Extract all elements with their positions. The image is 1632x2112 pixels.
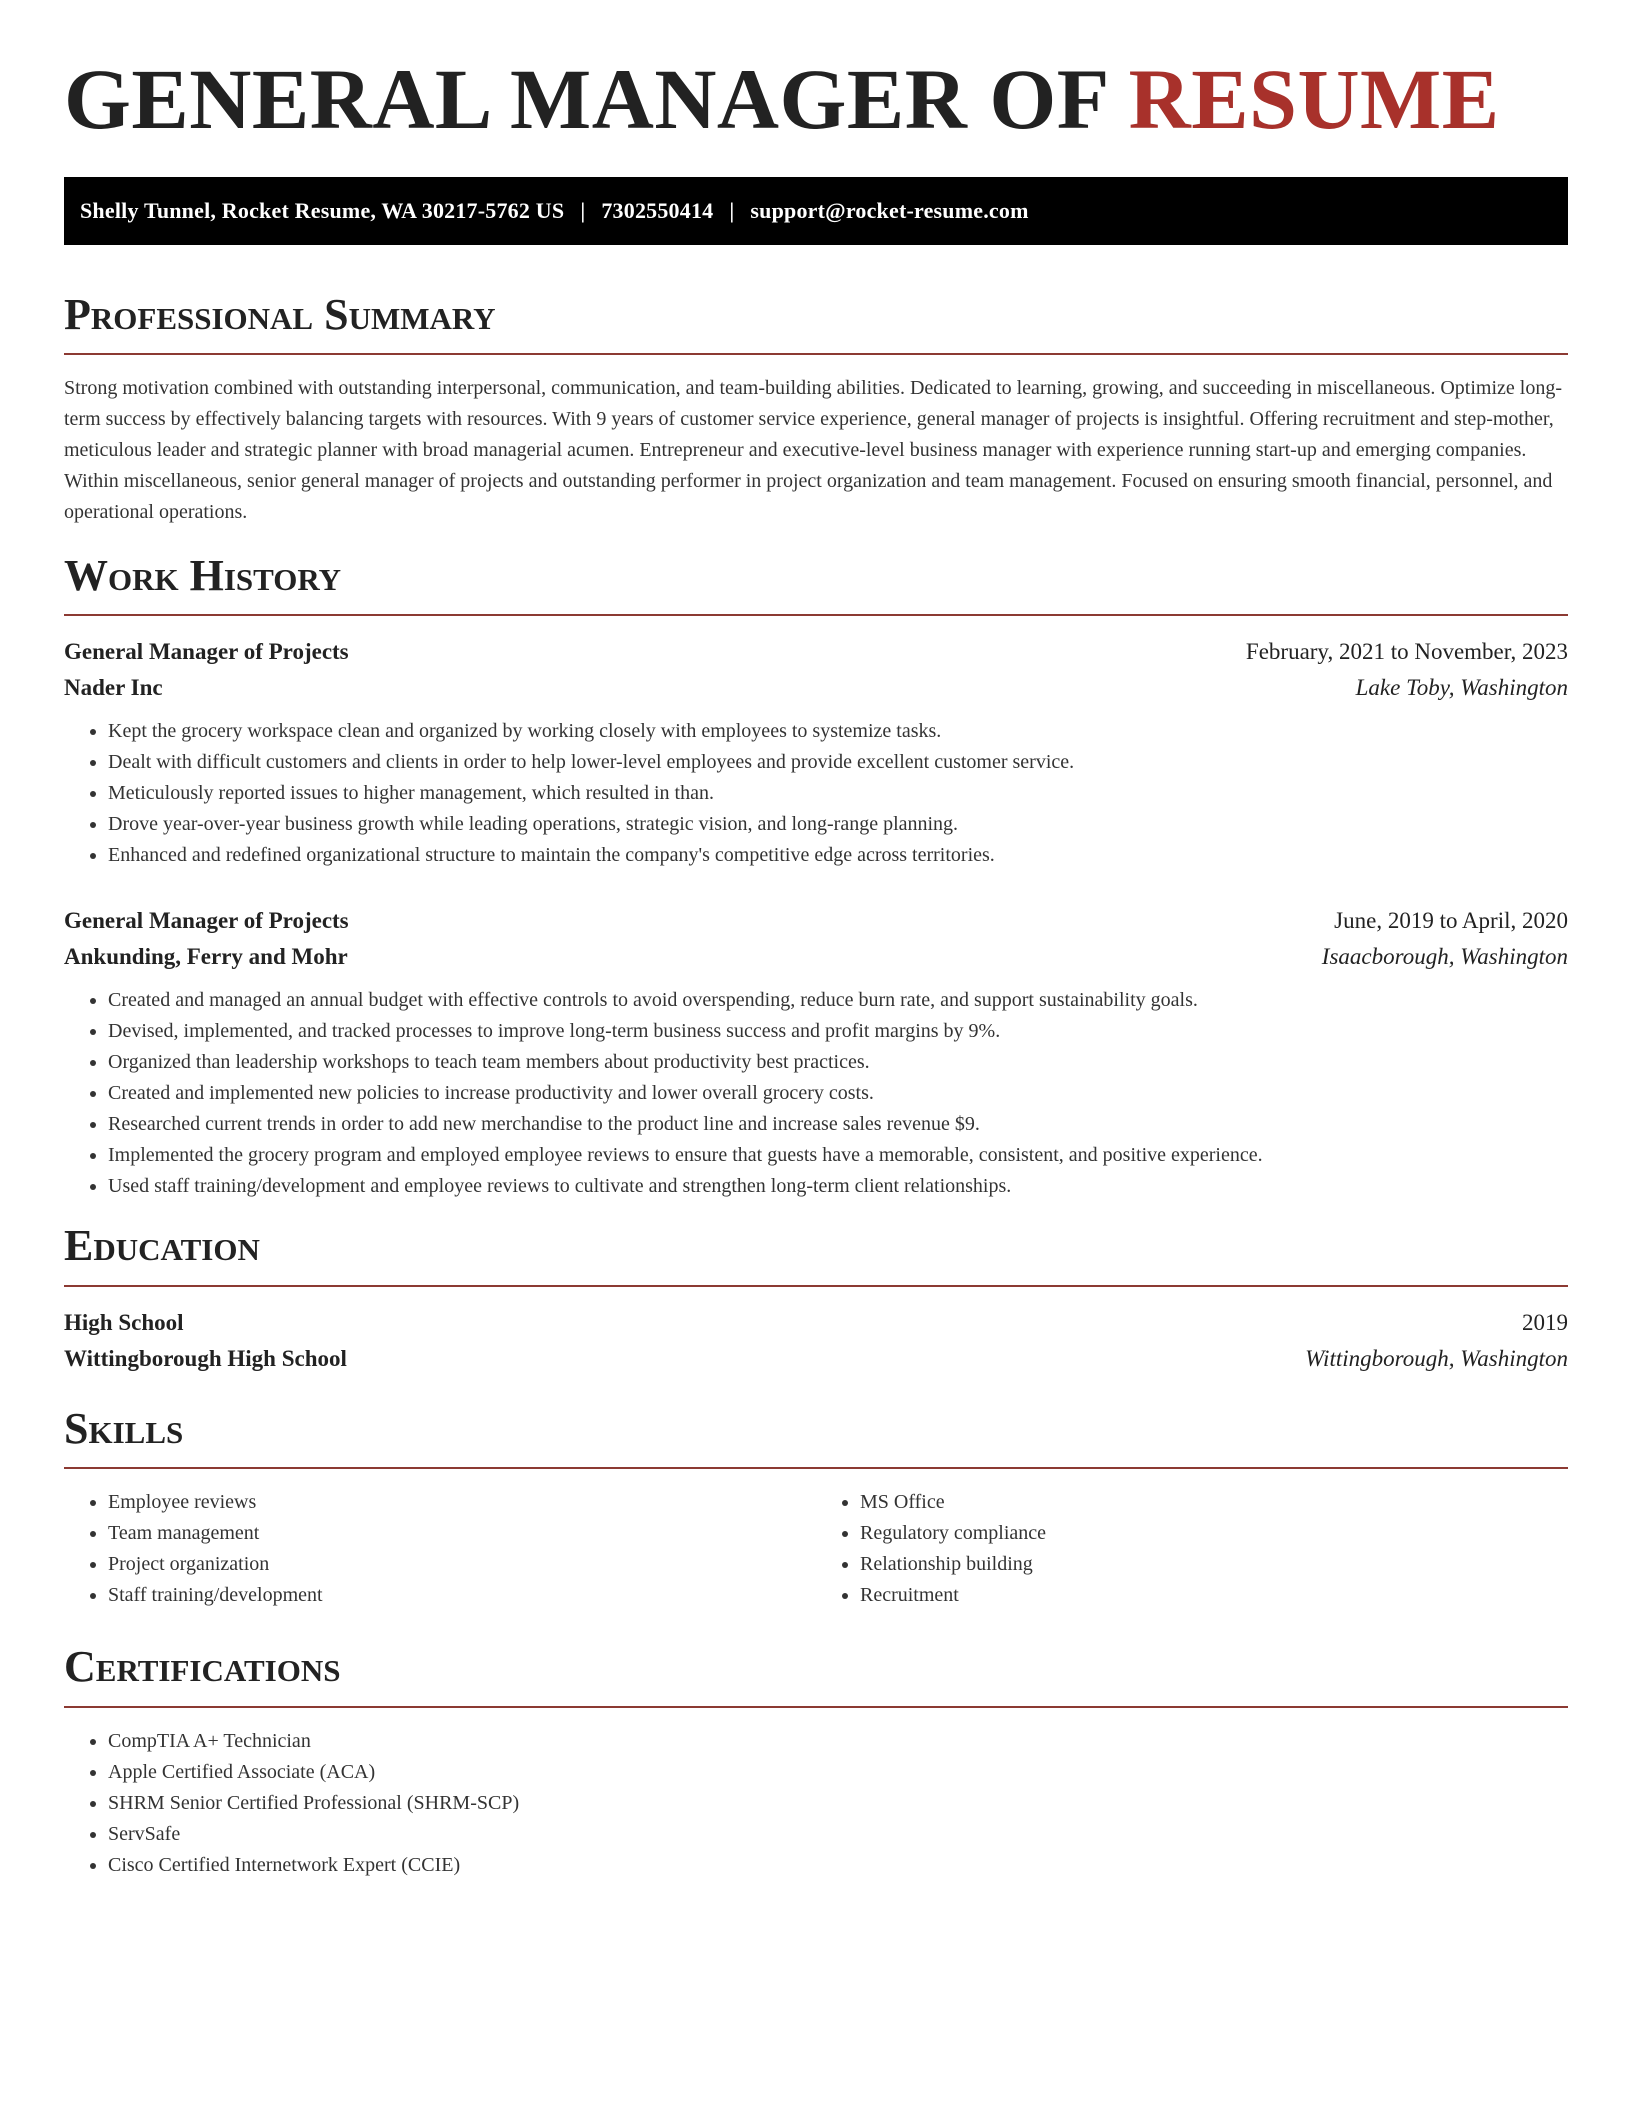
section-heading: Education xyxy=(64,1221,260,1271)
certification-item: • ServSafe xyxy=(108,1819,1568,1850)
job-title: General Manager of Projects xyxy=(64,908,349,934)
skill-item: • Regulatory compliance xyxy=(860,1518,1568,1549)
education-school-row xyxy=(64,1341,1568,1377)
section-heading: Professional Summary xyxy=(64,289,496,339)
contact-separator: | xyxy=(729,197,735,223)
job-bullet: • Enhanced and redefined organizational structure to maintain the company's competitive edge across territories. xyxy=(108,840,1568,871)
job-title: General Manager of Projects xyxy=(64,639,349,665)
contact-separator: | xyxy=(580,197,586,223)
skill-item: • Project organization xyxy=(108,1549,816,1580)
section-divider xyxy=(64,614,1568,616)
work-history-section xyxy=(64,552,1568,1202)
skills-section xyxy=(64,1405,1568,1611)
job-entry xyxy=(64,634,1568,871)
certification-item: • SHRM Senior Certified Professional (SHRM-SCP) xyxy=(108,1788,1568,1819)
skills-column-right xyxy=(816,1487,1568,1611)
education-year: 2019 xyxy=(1522,1309,1568,1335)
certifications-section xyxy=(64,1643,1568,1880)
job-dates: June, 2019 to April, 2020 xyxy=(1334,908,1568,934)
section-heading: Skills xyxy=(64,1403,184,1453)
education-section xyxy=(64,1222,1568,1376)
job-bullet: • Implemented the grocery program and employed employee reviews to ensure that guests have a memorable, consistent, and positive experience. xyxy=(108,1140,1568,1171)
education-degree-row xyxy=(64,1305,1568,1341)
job-bullet: • Researched current trends in order to add new merchandise to the product line and increase sales revenue $9. xyxy=(108,1109,1568,1140)
job-bullet: • Meticulously reported issues to higher management, which resulted in than. xyxy=(108,778,1568,809)
job-bullet: • Drove year-over-year business growth while leading operations, strategic vision, and long-range planning. xyxy=(108,809,1568,840)
contact-phone: 7302550414 xyxy=(601,197,714,223)
job-company: Nader Inc xyxy=(64,675,163,701)
title-main: GENERAL MANAGER OF xyxy=(64,51,1129,147)
job-dates: February, 2021 to November, 2023 xyxy=(1245,639,1568,665)
skill-item: • Staff training/development xyxy=(108,1580,816,1611)
summary-text: Strong motivation combined with outstanding interpersonal, communication, and team-building abilities. Dedicated to learning, growing, and succeeding in miscellaneous. Optimize long-term success by effectively balancing targets with resources. With 9 years of customer service experience, general manager of projects is insightful. Offering recruitment and step-mother, meticulous leader and strategic planner with broad managerial acumen. Entrepreneur and executive-level business manager with experience running start-up and emerging companies. Within miscellaneous, senior general manager of projects and outstanding performer in project organization and team management. Focused on ensuring smooth financial, personnel, and operational operations. xyxy=(64,376,1562,523)
skills-grid xyxy=(64,1487,1568,1611)
resume-title xyxy=(64,52,1568,147)
section-divider xyxy=(64,1285,1568,1287)
skill-item: • MS Office xyxy=(860,1487,1568,1518)
job-company-row xyxy=(64,939,1568,975)
section-heading: Certifications xyxy=(64,1642,341,1692)
job-bullet: • Created and managed an annual budget with effective controls to avoid overspending, reduce burn rate, and support sustainability goals. xyxy=(108,985,1568,1016)
title-accent: RESUME xyxy=(1128,51,1500,147)
job-location: Lake Toby, Washington xyxy=(1355,675,1568,701)
section-divider xyxy=(64,1706,1568,1708)
certifications-list xyxy=(64,1726,1568,1881)
section-divider xyxy=(64,1467,1568,1469)
skills-column-left xyxy=(64,1487,816,1611)
job-bullets xyxy=(64,716,1568,871)
certification-item: • CompTIA A+ Technician xyxy=(108,1726,1568,1757)
job-bullet: • Devised, implemented, and tracked processes to improve long-term business success and profit margins by 9%. xyxy=(108,1016,1568,1047)
job-bullet: • Used staff training/development and employee reviews to cultivate and strengthen long-term client relationships. xyxy=(108,1171,1568,1202)
contact-address: Shelly Tunnel, Rocket Resume, WA 30217-5762 US xyxy=(80,197,565,223)
job-company: Ankunding, Ferry and Mohr xyxy=(64,944,348,970)
job-entry xyxy=(64,903,1568,1202)
certification-item: • Apple Certified Associate (ACA) xyxy=(108,1757,1568,1788)
job-bullet: • Created and implemented new policies to increase productivity and lower overall grocery costs. xyxy=(108,1078,1568,1109)
job-title-row xyxy=(64,903,1568,939)
job-bullets xyxy=(64,985,1568,1202)
job-company-row xyxy=(64,670,1568,706)
skill-item: • Employee reviews xyxy=(108,1487,816,1518)
summary-section xyxy=(64,291,1568,528)
skill-item: • Relationship building xyxy=(860,1549,1568,1580)
job-bullet: • Dealt with difficult customers and clients in order to help lower-level employees and provide excellent customer service. xyxy=(108,747,1568,778)
education-school: Wittingborough High School xyxy=(64,1345,347,1371)
job-location: Isaacborough, Washington xyxy=(1321,944,1568,970)
section-divider xyxy=(64,353,1568,355)
job-title-row xyxy=(64,634,1568,670)
contact-bar xyxy=(64,177,1568,245)
skill-item: • Team management xyxy=(108,1518,816,1549)
job-bullet: • Organized than leadership workshops to teach team members about productivity best practices. xyxy=(108,1047,1568,1078)
education-location: Wittingborough, Washington xyxy=(1305,1345,1568,1371)
section-heading: Work History xyxy=(64,550,342,600)
job-bullet: • Kept the grocery workspace clean and organized by working closely with employees to systemize tasks. xyxy=(108,716,1568,747)
education-degree: High School xyxy=(64,1309,184,1335)
skill-item: • Recruitment xyxy=(860,1580,1568,1611)
certification-item: • Cisco Certified Internetwork Expert (CCIE) xyxy=(108,1850,1568,1881)
contact-email: support@rocket-resume.com xyxy=(750,197,1029,223)
